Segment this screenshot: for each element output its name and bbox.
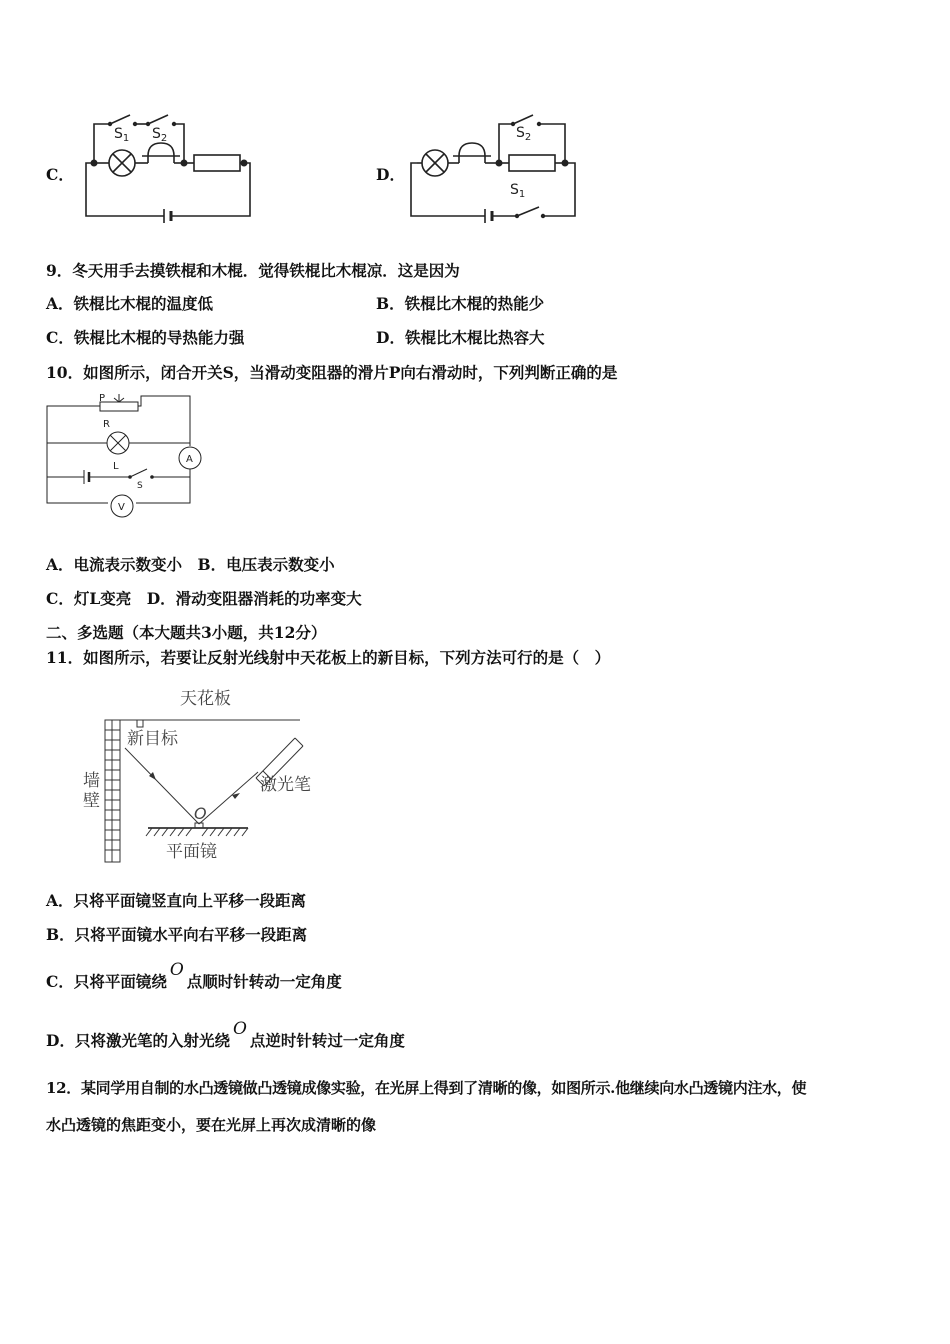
option-d-label: D． — [376, 165, 405, 184]
point-o-label: O — [194, 804, 207, 823]
switch-s1-label: $S_1$ — [114, 126, 130, 144]
switch-s1-label: $S_1$ — [510, 182, 526, 200]
point-o-symbol: O — [232, 1019, 247, 1039]
switch-s2-label: $S_2$ — [516, 125, 532, 143]
question-12-line-1: 12．某同学用自制的水凸透镜做凸透镜成像实验，在光屏上得到了清晰的像，如图所示.他继续向水凸透镜内注水，使 — [46, 1079, 807, 1097]
mirror-label: 平面镜 — [166, 842, 217, 862]
question-10-options-ab: A．电流表示数变小 B．电压表示数变小 — [46, 555, 335, 574]
wall-label-2: 壁 — [83, 791, 100, 811]
wall-label-1: 墙 — [83, 771, 100, 791]
question-10-options-cd: C．灯L变亮 D．滑动变阻器消耗的功率变大 — [46, 589, 362, 608]
question-12-line-2: 水凸透镜的焦距变小，要在光屏上再次成清晰的像 — [46, 1116, 377, 1134]
laser-pen-label: 激光笔 — [260, 775, 311, 795]
question-9-option-a: A．铁棍比木棍的温度低 — [46, 294, 214, 313]
section-2-title: 二、多选题（本大题共3小题，共12分） — [46, 623, 327, 642]
option-c-label: C． — [46, 165, 74, 184]
voltmeter-label: V — [118, 502, 125, 513]
point-o-symbol: O — [169, 960, 184, 980]
circuit-diagram-d — [405, 110, 585, 222]
slider-p-label: P — [99, 393, 106, 404]
circuit-diagram-c — [80, 110, 260, 222]
question-11-option-a: A．只将平面镜竖直向上平移一段距离 — [46, 891, 307, 910]
question-11-option-c: C．只将平面镜绕O点顺时针转动一定角度 — [46, 960, 342, 991]
question-11-option-d: D．只将激光笔的入射光绕O点逆时针转过一定角度 — [46, 1019, 405, 1050]
question-9-option-d: D．铁棍比木棍比热容大 — [376, 328, 545, 347]
question-9-option-c: C．铁棍比木棍的导热能力强 — [46, 328, 245, 347]
question-10-stem: 10．如图所示，闭合开关S，当滑动变阻器的滑片P向右滑动时，下列判断正确的是 — [46, 363, 618, 382]
rheostat-r-label: R — [103, 419, 110, 430]
question-11-stem: 11．如图所示，若要让反射光线射中天花板上的新目标，下列方法可行的是（ ） — [46, 648, 611, 667]
ceiling-label: 天花板 — [180, 689, 231, 709]
question-11-option-b: B．只将平面镜水平向右平移一段距离 — [46, 925, 308, 944]
switch-s2-label: $S_2$ — [152, 126, 168, 144]
circuit-diagram-q10 — [44, 392, 214, 522]
ammeter-label: A — [186, 454, 193, 465]
lamp-l-label: L — [113, 461, 119, 472]
switch-s-label: S — [137, 481, 143, 491]
question-9-stem: 9．冬天用手去摸铁棍和木棍．觉得铁棍比木棍凉．这是因为 — [46, 261, 460, 280]
reflection-diagram-q11 — [80, 680, 330, 870]
question-9-option-b: B．铁棍比木棍的热能少 — [376, 294, 545, 313]
new-target-label: 新目标 — [127, 729, 178, 749]
